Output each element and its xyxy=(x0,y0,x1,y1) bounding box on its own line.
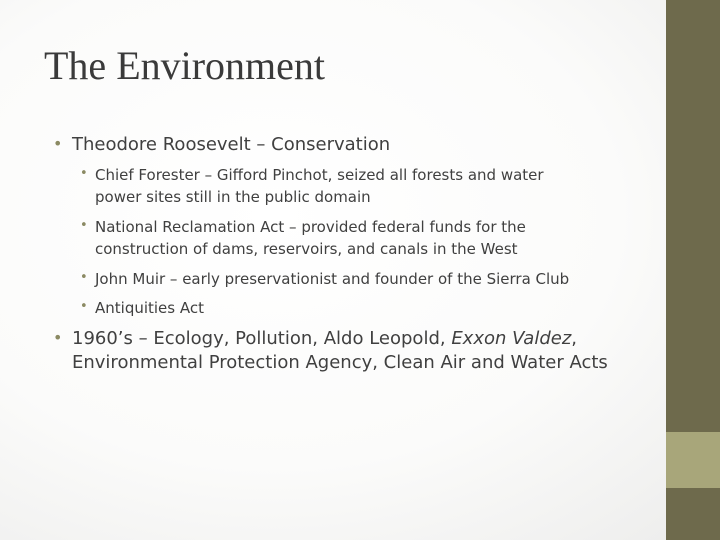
slide-title: The Environment xyxy=(44,43,326,88)
sub-bullet-line: power sites still in the public domain xyxy=(95,188,371,206)
sub-bullet-pinchot xyxy=(80,164,544,208)
sidebar-bottom-block xyxy=(666,488,720,540)
sub-bullet-line: Chief Forester – Gifford Pinchot, seized all forests and water xyxy=(95,166,544,184)
sub-bullet-muir xyxy=(80,268,570,290)
bullet-text: Theodore Roosevelt – Conservation xyxy=(72,134,391,155)
bullet-1960s xyxy=(53,327,608,375)
sub-bullet-reclamation xyxy=(80,216,526,260)
sub-bullet-line: Antiquities Act xyxy=(95,299,204,317)
bullet-text: , xyxy=(571,328,578,349)
bullet-italic-text: Exxon Valdez xyxy=(451,328,572,349)
sidebar-bar xyxy=(666,0,720,432)
sub-bullet-line: construction of dams, reservoirs, and canals in the West xyxy=(95,240,518,258)
bullet-dot-icon: • xyxy=(80,166,88,181)
bullet-dot-icon: • xyxy=(53,328,63,347)
bullet-text: Environmental Protection Agency, Clean Air and Water Acts xyxy=(72,352,608,373)
bullet-dot-icon: • xyxy=(53,134,63,153)
bullet-dot-icon: • xyxy=(80,218,88,233)
sub-bullet-line: National Reclamation Act – provided federal funds for the xyxy=(95,218,526,236)
sub-bullet-antiquities xyxy=(80,297,204,319)
sub-bullet-line: John Muir – early preservationist and founder of the Sierra Club xyxy=(95,270,570,288)
bullet-dot-icon: • xyxy=(80,299,88,314)
sidebar-accent-block xyxy=(666,432,720,488)
bullet-roosevelt xyxy=(53,133,391,157)
bullet-text: 1960’s – Ecology, Pollution, Aldo Leopold, xyxy=(72,328,452,349)
bullet-dot-icon: • xyxy=(80,270,88,285)
